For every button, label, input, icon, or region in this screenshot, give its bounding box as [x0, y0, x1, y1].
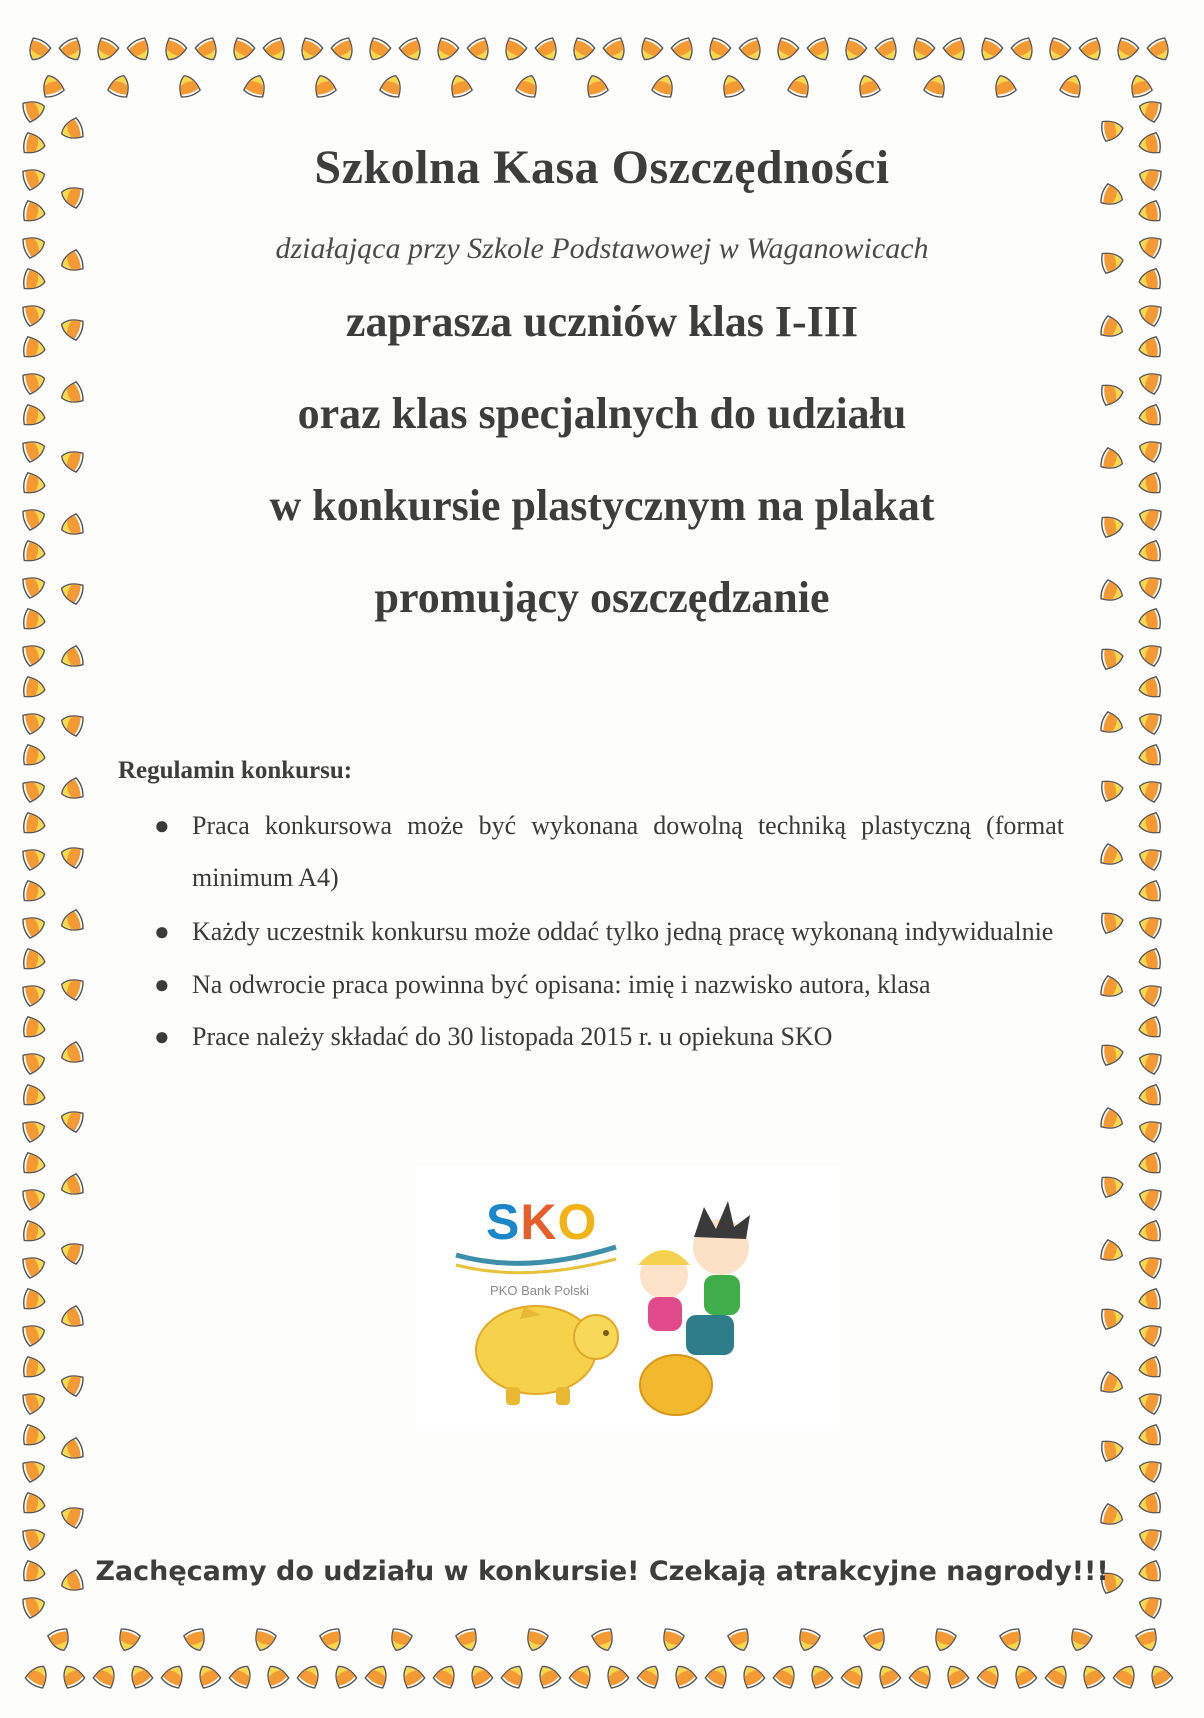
candy-corn-icon — [22, 676, 46, 699]
candy-corn-icon — [58, 1437, 85, 1463]
candy-corn-icon — [840, 1661, 868, 1689]
closing-text: Zachęcamy do udziału w konkursie! Czekają atrakcyjne nagrody!!! — [95, 1556, 1109, 1587]
candy-corn-icon — [22, 1016, 46, 1039]
candy-corn-icon — [1010, 36, 1038, 64]
candy-corn-icon — [523, 1627, 549, 1654]
candy-corn-icon — [58, 909, 85, 935]
candy-corn-icon — [21, 1389, 48, 1415]
candy-corn-icon — [1137, 200, 1161, 223]
candy-corn-icon — [1137, 812, 1161, 835]
candy-corn-icon — [923, 72, 949, 99]
candy-corn-icon — [1100, 1042, 1124, 1065]
candy-corn-icon — [228, 1661, 256, 1689]
bullet-icon: ● — [154, 811, 170, 840]
candy-corn-icon — [991, 72, 1017, 99]
candy-corn-icon — [806, 36, 834, 64]
candy-corn-icon — [1059, 72, 1085, 99]
candy-corn-icon — [1137, 880, 1161, 903]
candy-corn-icon — [21, 1049, 48, 1075]
candy-corn-icon — [1099, 711, 1126, 737]
candy-corn-icon — [1112, 36, 1140, 64]
piggy-bank-icon — [476, 1306, 618, 1405]
candy-corn-icon — [1099, 1371, 1126, 1397]
candy-corn-icon — [1099, 843, 1126, 869]
candy-corn-icon — [22, 200, 46, 223]
candy-corn-icon — [1136, 1525, 1163, 1551]
candy-corn-icon — [591, 1627, 617, 1654]
candy-corn-icon — [58, 975, 85, 1001]
candy-corn-icon — [364, 36, 392, 64]
candy-corn-icon — [22, 1492, 46, 1515]
bullet-icon: ● — [154, 1022, 170, 1051]
candy-corn-icon — [251, 1627, 277, 1654]
rule-text: Każdy uczestnik konkursu może oddać tylko jedną pracę wykonaną indywidualnie — [192, 917, 1054, 946]
candy-corn-icon — [795, 1627, 821, 1654]
candy-corn-icon — [21, 1185, 48, 1211]
invitation-line-1: zaprasza uczniów klas I-III — [345, 297, 859, 346]
candy-corn-icon — [515, 72, 541, 99]
candy-corn-icon — [1136, 1389, 1163, 1415]
candy-corn-icon — [670, 1661, 698, 1689]
candy-corn-icon — [39, 72, 65, 99]
candy-corn-icon — [58, 1305, 85, 1331]
list-item — [150, 906, 1064, 958]
candy-corn-icon — [243, 72, 269, 99]
candy-corn-icon — [387, 1627, 413, 1654]
candy-corn-icon — [58, 1173, 85, 1199]
candy-corn-icon — [651, 72, 677, 99]
candy-corn-icon — [1146, 1661, 1174, 1689]
candy-corn-icon — [908, 1661, 936, 1689]
candy-corn-icon — [1099, 447, 1126, 473]
candy-corn-icon — [1136, 97, 1163, 123]
candy-corn-icon — [1137, 1288, 1161, 1311]
candy-corn-icon — [1136, 1117, 1163, 1143]
sko-logo: SKO — [486, 1194, 598, 1250]
candy-corn-icon — [500, 1661, 528, 1689]
candy-corn-icon — [58, 645, 85, 671]
candy-corn-icon — [704, 1661, 732, 1689]
candy-corn-icon — [602, 36, 630, 64]
candy-corn-icon — [806, 1661, 834, 1689]
candy-corn-icon — [1100, 1438, 1124, 1461]
candy-corn-icon — [21, 97, 48, 123]
candy-corn-icon — [1136, 1049, 1163, 1075]
candy-corn-icon — [379, 72, 405, 99]
rule-text: Na odwrocie praca powinna być opisana: imię i nazwisko autora, klasa — [192, 970, 931, 999]
candy-corn-icon — [704, 36, 732, 64]
candy-corn-icon — [840, 36, 868, 64]
invitation-line-2: oraz klas specjalnych do udziału — [297, 389, 907, 438]
candy-corn-icon — [500, 36, 528, 64]
candy-corn-icon — [1136, 1457, 1163, 1483]
candy-corn-icon — [1136, 913, 1163, 939]
candy-corn-icon — [942, 1661, 970, 1689]
candy-corn-icon — [1099, 1239, 1126, 1265]
candy-corn-icon — [330, 1661, 358, 1689]
candy-corn-icon — [1099, 1503, 1126, 1529]
candy-corn-icon — [262, 36, 290, 64]
candy-corn-icon — [21, 1117, 48, 1143]
children-icon — [638, 1201, 750, 1415]
candy-corn-icon — [21, 437, 48, 463]
candy-corn-icon — [21, 913, 48, 939]
candy-corn-icon — [942, 36, 970, 64]
candy-corn-icon — [1137, 1492, 1161, 1515]
candy-corn-icon — [1044, 36, 1072, 64]
candy-corn-icon — [58, 1239, 85, 1265]
candy-corn-icon — [432, 1661, 460, 1689]
rules-heading: Regulamin konkursu: — [118, 757, 353, 784]
candy-corn-icon — [115, 1627, 141, 1654]
candy-corn-icon — [738, 1661, 766, 1689]
candy-corn-icon — [636, 36, 664, 64]
candy-corn-icon — [21, 709, 48, 735]
candy-corn-icon — [24, 1661, 52, 1689]
candy-corn-icon — [863, 1627, 889, 1654]
candy-corn-icon — [126, 36, 154, 64]
candy-corn-icon — [58, 843, 85, 869]
candy-corn-icon — [636, 1661, 664, 1689]
candy-corn-icon — [311, 72, 337, 99]
candy-corn-icon — [727, 1627, 753, 1654]
candy-corn-icon — [58, 1661, 86, 1689]
candy-corn-icon — [21, 1457, 48, 1483]
candy-corn-icon — [931, 1627, 957, 1654]
candy-corn-icon — [787, 72, 813, 99]
list-item — [150, 800, 1064, 904]
candy-corn-icon — [58, 1107, 85, 1133]
invitation-line-4: promujący oszczędzanie — [374, 573, 830, 622]
candy-corn-icon — [466, 1661, 494, 1689]
candy-corn-icon — [1136, 981, 1163, 1007]
candy-corn-icon — [432, 36, 460, 64]
candy-corn-icon — [22, 948, 46, 971]
candy-corn-icon — [58, 711, 85, 737]
candy-corn-icon — [874, 1661, 902, 1689]
candy-corn-icon — [1136, 845, 1163, 871]
candy-corn-icon — [160, 1661, 188, 1689]
candy-corn-icon — [21, 777, 48, 803]
candy-corn-icon — [330, 36, 358, 64]
candy-corn-icon — [1100, 646, 1124, 669]
candy-corn-icon — [1127, 72, 1153, 99]
subtitle: działająca przy Szkole Podstawowej w Waganowicach — [275, 232, 929, 265]
candy-corn-icon — [194, 36, 222, 64]
candy-corn-icon — [398, 1661, 426, 1689]
candy-corn-icon — [1010, 1661, 1038, 1689]
candy-corn-icon — [1146, 36, 1174, 64]
candy-corn-icon — [568, 36, 596, 64]
candy-corn-icon — [772, 1661, 800, 1689]
candy-corn-icon — [1137, 1084, 1161, 1107]
candy-corn-icon — [296, 36, 324, 64]
candy-corn-icon — [21, 641, 48, 667]
candy-corn-icon — [22, 812, 46, 835]
candy-corn-icon — [47, 1627, 73, 1654]
candy-corn-icon — [1137, 540, 1161, 563]
candy-corn-icon — [534, 36, 562, 64]
candy-corn-icon — [92, 36, 120, 64]
candy-corn-icon — [1112, 1661, 1140, 1689]
candy-corn-icon — [58, 447, 85, 473]
list-item — [150, 960, 1064, 1010]
candy-corn-icon — [1136, 1593, 1163, 1619]
candy-corn-icon — [670, 36, 698, 64]
candy-corn-icon — [466, 36, 494, 64]
candy-corn-icon — [58, 1371, 85, 1397]
candy-corn-icon — [1136, 709, 1163, 735]
candy-corn-icon — [1136, 1321, 1163, 1347]
list-item — [150, 1012, 1064, 1062]
candy-corn-icon — [1137, 1016, 1161, 1039]
rules-list — [150, 800, 1064, 1064]
candy-corn-icon — [1137, 1424, 1161, 1447]
candy-corn-icon — [22, 1288, 46, 1311]
candy-corn-icon — [1136, 777, 1163, 803]
rule-text: Praca konkursowa może być wykonana dowolną techniką plastyczną (format minimum A4) — [192, 811, 1064, 892]
candy-corn-icon — [1136, 437, 1163, 463]
candy-corn-icon — [602, 1661, 630, 1689]
candy-corn-icon — [772, 36, 800, 64]
candy-corn-icon — [92, 1661, 120, 1689]
candy-corn-icon — [1099, 975, 1126, 1001]
bullet-icon: ● — [154, 917, 170, 946]
candy-corn-icon — [976, 1661, 1004, 1689]
candy-corn-icon — [1100, 1174, 1124, 1197]
bank-label: PKO Bank Polski — [490, 1283, 589, 1298]
candy-corn-icon — [1137, 1356, 1161, 1379]
candy-corn-icon — [1100, 778, 1124, 801]
candy-corn-icon — [21, 1253, 48, 1279]
candy-corn-icon — [1137, 268, 1161, 291]
candy-corn-icon — [21, 1525, 48, 1551]
candy-corn-icon — [228, 36, 256, 64]
candy-corn-icon — [1135, 1627, 1161, 1654]
candy-corn-icon — [1137, 676, 1161, 699]
candy-corn-icon — [976, 36, 1004, 64]
candy-corn-icon — [455, 1627, 481, 1654]
candy-corn-icon — [24, 36, 52, 64]
candy-corn-icon — [22, 1356, 46, 1379]
candy-corn-icon — [1099, 1107, 1126, 1133]
candy-corn-icon — [22, 1424, 46, 1447]
candy-corn-icon — [296, 1661, 324, 1689]
page-title: Szkolna Kasa Oszczędności — [314, 141, 890, 194]
candy-corn-icon — [583, 72, 609, 99]
candy-corn-icon — [1100, 118, 1124, 141]
candy-corn-icon — [398, 36, 426, 64]
candy-corn-icon — [22, 540, 46, 563]
candy-corn-icon — [183, 1627, 209, 1654]
candy-corn-icon — [22, 1220, 46, 1243]
candy-corn-icon — [1137, 948, 1161, 971]
candy-corn-icon — [58, 36, 86, 64]
candy-corn-icon — [21, 1593, 48, 1619]
candy-corn-icon — [1078, 1661, 1106, 1689]
candy-corn-icon — [1044, 1661, 1072, 1689]
candy-corn-icon — [447, 72, 473, 99]
candy-corn-icon — [1137, 744, 1161, 767]
candy-corn-icon — [568, 1661, 596, 1689]
candy-corn-icon — [21, 845, 48, 871]
candy-corn-icon — [21, 981, 48, 1007]
logo-swoosh-icon — [456, 1247, 616, 1263]
candy-corn-icon — [22, 880, 46, 903]
candy-corn-icon — [58, 1041, 85, 1067]
candy-corn-icon — [58, 777, 85, 803]
candy-corn-icon — [22, 1152, 46, 1175]
candy-corn-icon — [58, 1503, 85, 1529]
candy-corn-icon — [22, 268, 46, 291]
candy-corn-icon — [1137, 1152, 1161, 1175]
candy-corn-icon — [175, 72, 201, 99]
candy-corn-icon — [107, 72, 133, 99]
invitation-line-3: w konkursie plastycznym na plakat — [269, 481, 935, 530]
candy-corn-icon — [1136, 641, 1163, 667]
sko-illustration — [416, 1165, 840, 1431]
candy-corn-icon — [160, 36, 188, 64]
candy-corn-icon — [22, 1084, 46, 1107]
candy-corn-icon — [659, 1627, 685, 1654]
candy-corn-icon — [534, 1661, 562, 1689]
candy-corn-icon — [999, 1627, 1025, 1654]
candy-corn-icon — [1137, 1220, 1161, 1243]
candy-corn-icon — [738, 36, 766, 64]
candy-corn-icon — [1136, 1185, 1163, 1211]
candy-corn-icon — [874, 36, 902, 64]
sko-logo-image — [416, 1165, 840, 1431]
candy-corn-icon — [1078, 36, 1106, 64]
rule-text: Prace należy składać do 30 listopada 2015 r. u opiekuna SKO — [192, 1022, 833, 1051]
candy-corn-icon — [21, 1321, 48, 1347]
candy-corn-icon — [1067, 1627, 1093, 1654]
candy-corn-icon — [262, 1661, 290, 1689]
candy-corn-icon — [22, 744, 46, 767]
bullet-icon: ● — [154, 970, 170, 999]
candy-corn-icon — [719, 72, 745, 99]
candy-corn-icon — [855, 72, 881, 99]
candy-corn-icon — [194, 1661, 222, 1689]
candy-corn-icon — [364, 1661, 392, 1689]
candy-corn-icon — [1100, 910, 1124, 933]
candy-corn-icon — [319, 1627, 345, 1654]
candy-corn-icon — [1136, 1253, 1163, 1279]
candy-corn-icon — [126, 1661, 154, 1689]
candy-corn-icon — [1100, 1306, 1124, 1329]
candy-corn-icon — [908, 36, 936, 64]
